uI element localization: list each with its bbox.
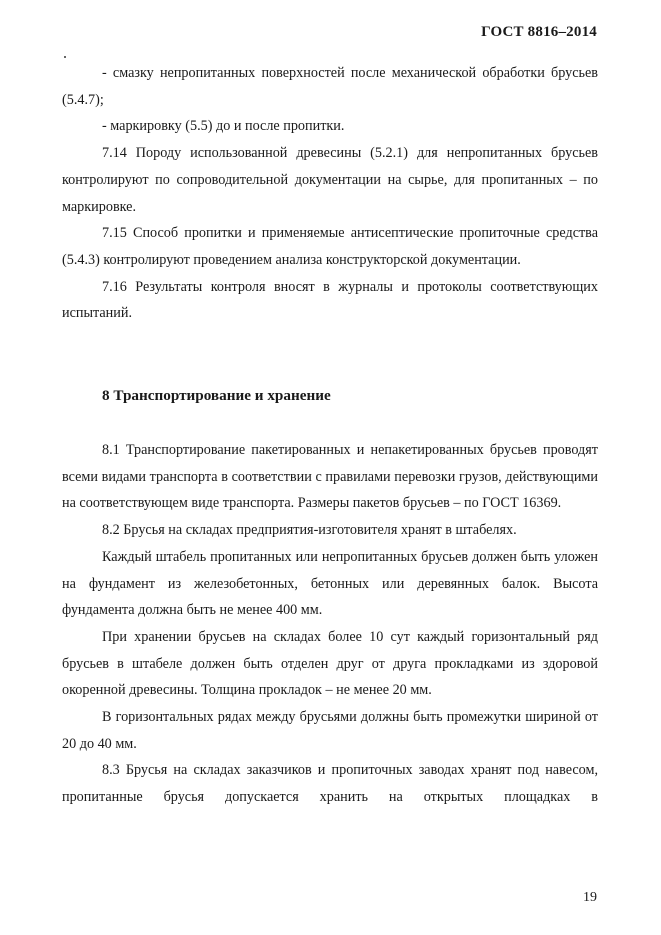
paragraph-7-16: 7.16 Результаты контроля вносят в журналы и протоколы соответствующих испытаний. — [62, 278, 598, 322]
paragraph-marking: - маркировку (5.5) до и после пропитки. — [102, 118, 345, 135]
section-heading: 8 Транспортирование и хранение — [102, 387, 331, 404]
paragraph-7-14: 7.14 Породу использованной древесины (5.2.1) для непропитанных брусьев контролируют по сопроводительной документации на сырье, для пропитанных – по маркировке. — [62, 145, 598, 215]
paragraph-8-2: 8.2 Брусья на складах предприятия-изготовителя хранят в штабелях. — [102, 522, 517, 539]
paragraph-8-3: 8.3 Брусья на складах заказчиков и пропиточных заводах хранят под навесом, пропитанные брусья допускается хранить на открытых площадках в — [62, 762, 598, 806]
scan-dot — [64, 56, 66, 58]
paragraph-lubrication: - смазку непропитанных поверхностей после механической обработки брусьев (5.4.7); — [62, 65, 598, 108]
paragraph-storage-spacers: При хранении брусьев на складах более 10 сут каждый горизонтальный ряд брусьев в штабеле должен быть отделен друг от друга прокладками из здоровой окоренной древесины. Толщина прокладок – не менее 20 мм. — [62, 628, 598, 699]
paragraph-7-15: 7.15 Способ пропитки и применяемые антисептические пропиточные средства (5.4.3) контролируют проведением анализа конструкторской документации. — [62, 225, 598, 268]
paragraph-stack-foundation: Каждый штабель пропитанных или непропитанных брусьев должен быть уложен на фундамент из железобетонных, бетонных или деревянных балок. Высота фундамента должна быть не менее 400 мм. — [62, 548, 598, 619]
document-code-header: ГОСТ 8816–2014 — [481, 24, 597, 40]
page-number: 19 — [583, 890, 597, 905]
paragraph-row-gaps: В горизонтальных рядах между брусьями должны быть промежутки шириной от 20 до 40 мм. — [62, 709, 598, 752]
section-8-text — [62, 437, 598, 811]
continued-section-text — [62, 60, 598, 327]
paragraph-8-1: 8.1 Транспортирование пакетированных и непакетированных брусьев проводят всеми видами транспорта в соответствии с правилами перевозки грузов, действующими на соответствующем виде транспорта. Размеры пакетов брусьев – по ГОСТ 16369. — [62, 442, 598, 512]
